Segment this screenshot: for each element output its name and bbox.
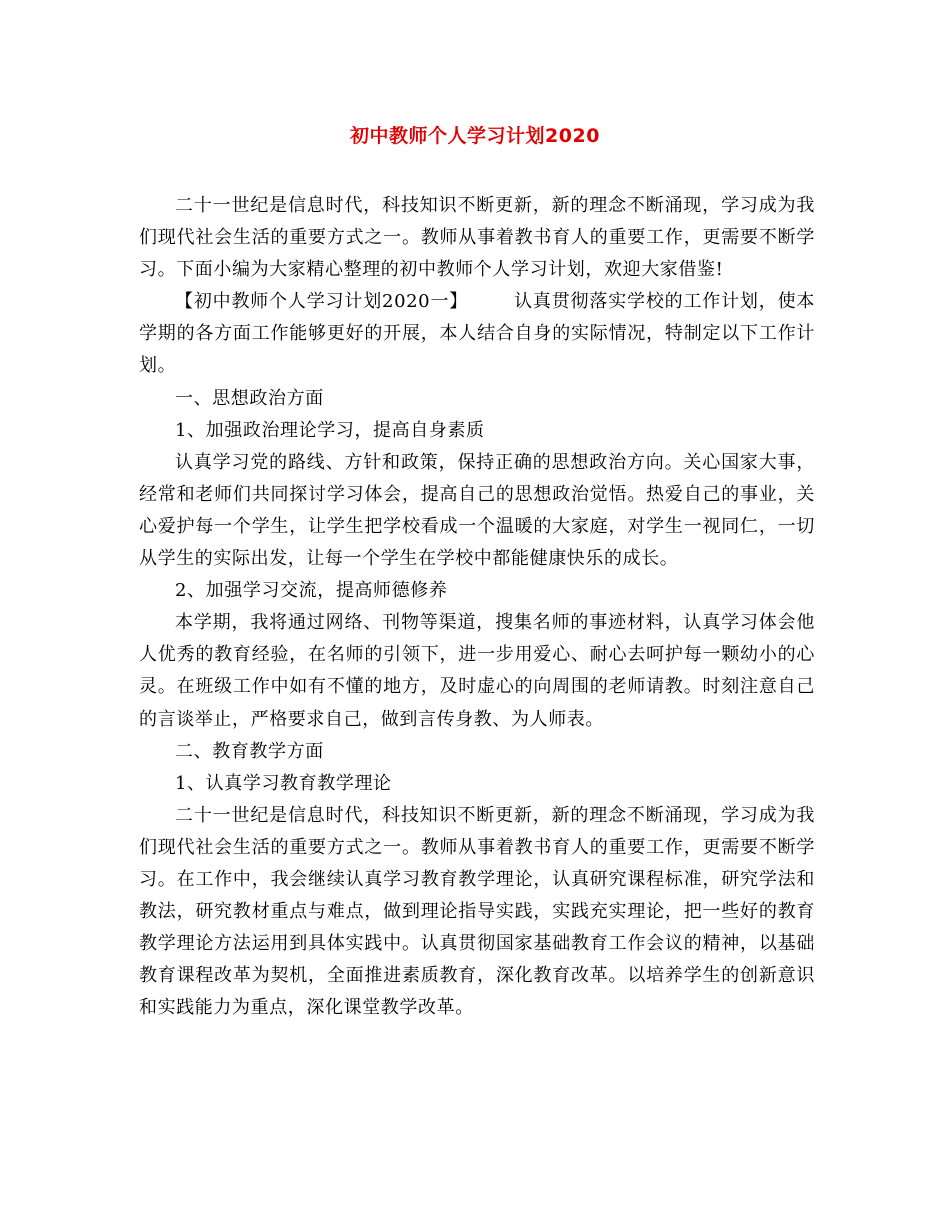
- subsection-heading-teaching-theory: 1、认真学习教育教学理论: [175, 772, 392, 794]
- intro-paragraph: 二十一世纪是信息时代，科技知识不断更新，新的理念不断涌现，学习成为我们现代社会生活的重要方式之一。教师从事着教书育人的重要工作，更需要不断学习。下面小编为大家精心整理的初中教师个人学习计划，欢迎大家借鉴!: [139, 195, 815, 281]
- plan-intro-paragraph: [139, 286, 815, 382]
- plan-heading: 【初中教师个人学习计划2020一】: [175, 291, 469, 313]
- ethics-paragraph: 本学期，我将通过网络、刊物等渠道，搜集名师的事迹材料，认真学习体会他人优秀的教育经验，在名师的引领下，进一步用爱心、耐心去呵护每一颗幼小的心灵。在班级工作中如有不懂的地方，及时虚心的向周围的老师请教。时刻注意自己的言谈举止，严格要求自己，做到言传身教、为人师表。: [139, 612, 815, 730]
- section-heading-teaching: 二、教育教学方面: [175, 740, 324, 762]
- section-heading-political: 一、思想政治方面: [175, 387, 324, 409]
- subsection-heading-theory: 1、加强政治理论学习，提高自身素质: [175, 419, 485, 441]
- subsection-heading-ethics: 2、加强学习交流，提高师德修养: [175, 580, 448, 602]
- document-body: [139, 190, 815, 1024]
- political-study-paragraph: 认真学习党的路线、方针和政策，保持正确的思想政治方向。关心国家大事，经常和老师们共同探讨学习体会，提高自己的思想政治觉悟。热爱自己的事业，关心爱护每一个学生，让学生把学校看成一个温暖的大家庭，对学生一视同仁，一切从学生的实际出发，让每一个学生在学校中都能健康快乐的成长。: [139, 451, 815, 570]
- plan-intro-text: 认真贯彻落实学校的工作计划，使本学期的各方面工作能够更好的开展，本人结合自身的实际情况，特制定以下工作计划。: [139, 291, 815, 377]
- document-title: 初中教师个人学习计划2020: [350, 125, 600, 147]
- teaching-theory-paragraph: 二十一世纪是信息时代，科技知识不断更新，新的理念不断涌现，学习成为我们现代社会生活的重要方式之一。教师从事着教书育人的重要工作，更需要不断学习。在工作中，我会继续认真学习教育教学理论，认真研究课程标准，研究学法和教法，研究教材重点与难点，做到理论指导实践，实践充实理论，把一些好的教育教学理论方法运用到具体实践中。认真贯彻国家基础教育工作会议的精神，以基础教育课程改革为契机，全面推进素质教育，深化教育改革。以培养学生的创新意识和实践能力为重点，深化课堂教学改革。: [139, 804, 815, 1019]
